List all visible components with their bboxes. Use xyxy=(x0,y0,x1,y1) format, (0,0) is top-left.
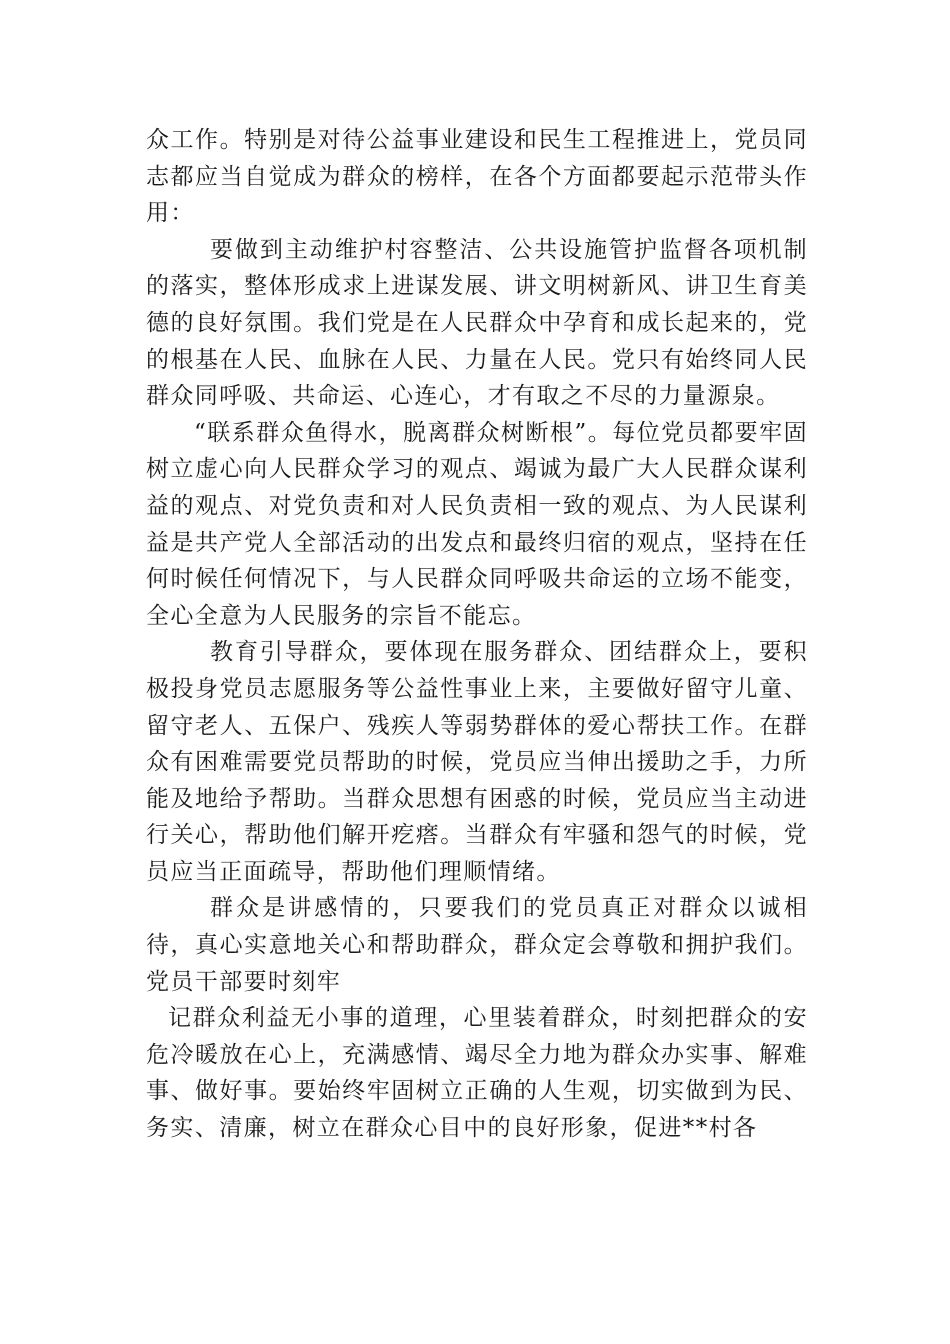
paragraph-sincere-treatment: 群众是讲感情的，只要我们的党员真正对群众以诚相待，真心实意地关心和帮助群众，群众定会尊敬和拥护我们。党员干部要时刻牢 xyxy=(146,895,808,995)
paragraph-mass-interest: 记群众利益无小事的道理，心里装着群众，时刻把群众的安危冷暖放在心上，充满感情、竭尽全力地为群众办实事、解难事、做好事。要始终牢固树立正确的人生观，切实做到为民、务实、清廉，树立在群众心目中的良好形象，促进**村各 xyxy=(146,1005,808,1142)
paragraph-educate-guide: 教育引导群众，要体现在服务群众、团结群众上，要积极投身党员志愿服务等公益性事业上来，主要做好留守儿童、留守老人、五保户、残疾人等弱势群体的爱心帮扶工作。在群众有困难需要党员帮助的时候，党员应当伸出援助之手，力所能及地给予帮助。当群众思想有困惑的时候，党员应当主动进行关心，帮助他们解开疙瘩。当群众有牢骚和怨气的时候，党员应当正面疏导，帮助他们理顺情绪。 xyxy=(146,639,808,885)
document-page xyxy=(146,122,808,1147)
paragraph-village-environment: 要做到主动维护村容整洁、公共设施管护监督各项机制的落实，整体形成求上进谋发展、讲文明树新风、讲卫生育美德的良好氛围。我们党是在人民群众中孕育和成长起来的，党的根基在人民、血脉在人民、力量在人民。党只有始终同人民群众同呼吸、共命运、心连心，才有取之不尽的力量源泉。 xyxy=(146,236,808,410)
paragraph-quote-connection: “联系群众鱼得水，脱离群众树断根”。每位党员都要牢固树立虚心向人民群众学习的观点、竭诚为最广大人民群众谋利益的观点、对党负责和对人民负责相一致的观点、为人民谋利益是共产党人全部活动的出发点和最终归宿的观点，坚持在任何时候任何情况下，与人民群众同呼吸共命运的立场不能变，全心全意为人民服务的宗旨不能忘。 xyxy=(146,419,808,629)
paragraph-continuation: 众工作。特别是对待公益事业建设和民生工程推进上，党员同志都应当自觉成为群众的榜样，在各个方面都要起示范带头作用： xyxy=(146,127,808,227)
